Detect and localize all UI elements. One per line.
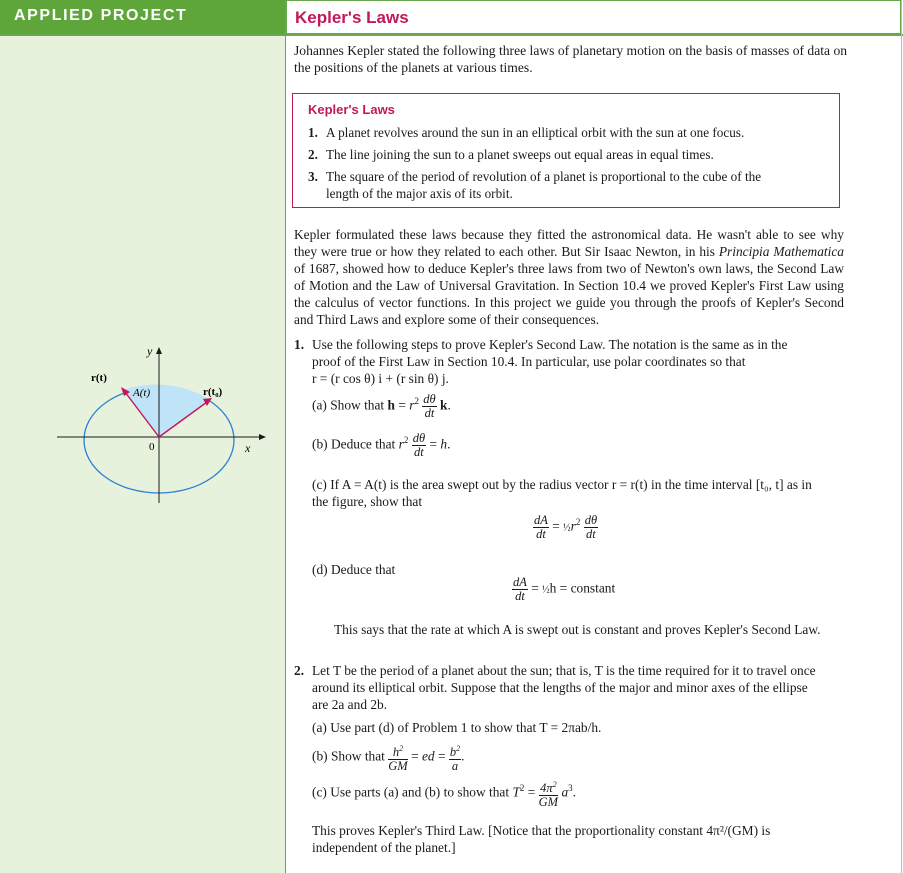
problem-1-conclusion: This says that the rate at which A is swept out is constant and proves Kepler's Second Law. <box>334 622 821 637</box>
law-text: A planet revolves around the sun in an elliptical orbit with the sun at one focus. <box>326 125 745 140</box>
problem-number: 1. <box>294 337 305 352</box>
intro-text: Johannes Kepler stated the following three laws of planetary motion on the basis of masses of data on the positions of the planets at various times. <box>294 43 848 75</box>
orbit-figure <box>55 340 285 510</box>
law-number: 2. <box>308 147 318 162</box>
area-label: A(t) <box>133 387 151 399</box>
laws-box <box>292 93 840 208</box>
law-number: 1. <box>308 125 318 140</box>
law-number: 3. <box>308 169 318 184</box>
intro-paragraph <box>294 42 850 76</box>
history-text: of 1687, showed how to deduce Kepler's three laws from two of Newton's own laws, the Second Law of Motion and the Law of Universal Gravitation. In Section 10.4 we proved Kepler's First Law using the calculus of vector functions. In this project we guide you through the proofs of Kepler's Second and Third Laws and explore some of their consequences. <box>294 261 844 327</box>
title-bar <box>286 0 901 34</box>
law-text: The square of the period of revolution of a planet is proportional to the cube of the length of the major axis of its orbit. <box>326 169 762 201</box>
header-rule <box>0 34 903 36</box>
problem-number: 2. <box>294 663 305 678</box>
part-label: (b) Deduce that <box>312 436 396 452</box>
section-label: APPLIED PROJECT <box>14 7 188 24</box>
part-1c <box>312 476 822 510</box>
formula-rhs: h = constant <box>549 580 616 596</box>
law-text: The line joining the sun to a planet sweeps out equal areas in equal times. <box>326 147 714 162</box>
problem-text: Use the following steps to prove Kepler's Second Law. The notation is the same as in the proof of the First Law in Section 10.4. In particular, use polar coordinates so that <box>312 337 788 369</box>
x-axis-label: x <box>245 441 251 455</box>
part-label: (c) If A = A(t) is the area swept out by the radius vector r = r(t) in the time interval [t₀, t] as in the figure, show that <box>312 477 812 509</box>
formula-1c: $\frac{dA}{dt}$ = $\frac{1}{2}r^2$ $\frac{d\theta}{dt}$ <box>534 513 598 541</box>
part-2c: (c) Use parts (a) and (b) to show that $T^2$ = $\frac{4\pi^2}{GM}$ $a^3$. <box>312 780 577 810</box>
page-title: Kepler's Laws <box>295 8 409 27</box>
problem-2-conclusion: This proves Kepler's Third Law. [Notice that the proportionality constant 4π²/(GM) is independent of the planet.] <box>312 823 771 855</box>
y-axis-label: y <box>147 344 153 358</box>
right-border <box>901 0 902 873</box>
part-2a: (a) Use part (d) of Problem 1 to show that T = 2πab/h. <box>312 720 602 735</box>
part-2b: (b) Show that $\frac{h^2}{GM}$ = ed = $\frac{b^2}{a}$ . <box>312 744 465 774</box>
laws-box-title: Kepler's Laws <box>308 102 395 117</box>
part-1d: (d) Deduce that <box>312 562 396 577</box>
part-label: (c) Use parts (a) and (b) to show that <box>312 784 510 800</box>
section-label-band <box>0 0 285 34</box>
history-text: Kepler formulated these laws because they fitted the astronomical data. He wasn't able to see why they were true or how they related to each other. But Sir Isaac Newton, in his <box>294 227 844 259</box>
y-axis-arrow <box>156 347 162 354</box>
part-1a: (a) Show that $h = r^2$ $\frac{d\theta}{dt}$ k. <box>312 392 451 420</box>
origin-label: 0 <box>149 441 155 453</box>
r-t-label: r(t) <box>91 372 107 384</box>
formula-1d: $\frac{dA}{dt}$ = ½h = constant <box>513 575 616 603</box>
r-t0-label: r(t₀) <box>203 386 223 398</box>
part-label: (a) Show that <box>312 397 385 413</box>
part-label: (b) Show that <box>312 748 385 764</box>
history-paragraph <box>294 226 844 328</box>
problem-text: Let T be the period of a planet about the sun; that is, T is the time required for it to travel once around its elliptical orbit. Suppose that the lengths of the major and minor axes of the ellipse are 2a and 2b. <box>312 663 816 712</box>
part-1b: (b) Deduce that $r^2$ $\frac{d\theta}{dt}$ = h. <box>312 431 451 459</box>
x-axis-arrow <box>259 434 266 440</box>
book-title: Principia Mathematica <box>718 244 844 259</box>
vector-equation: r = (r cos θ) i + (r sin θ) j. <box>312 371 449 386</box>
